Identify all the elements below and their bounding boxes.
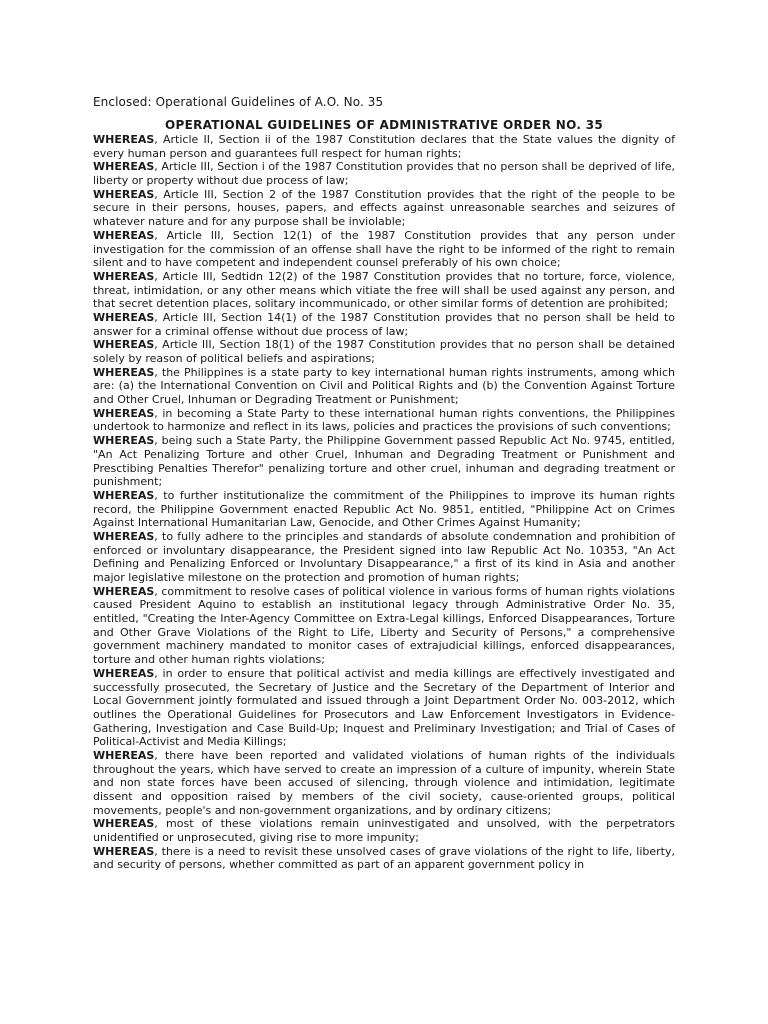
clause-label: WHEREAS (93, 488, 155, 502)
clause-label: WHEREAS (93, 666, 155, 680)
clause-label: WHEREAS (93, 434, 155, 448)
whereas-clause (93, 749, 675, 817)
clause-label: WHEREAS (93, 133, 155, 146)
whereas-clause (93, 407, 675, 434)
clause-text: , to fully adhere to the principles and standards of absolute condemnation and prohibition of enforced or involuntary disappearance, the President signed into law Republic Act No. 10353, "An Act Defining and Penalizing Enforced or Involuntary Disappearance," a first of its kind in Asia and another major legislative milestone on the protection and promotion of human rights; (93, 529, 675, 584)
clause-text: , to further institutionalize the commitment of the Philippines to improve its human rights record, the Philippine Government enacted Republic Act No. 9851, entitled, "Philippine Act on Crimes Against International Humanitarian Law, Genocide, and Other Crimes Against Humanity; (93, 488, 675, 530)
clause-text: , there have been reported and validated violations of human rights of the individuals throughout the years, which have served to create an impression of a culture of impunity, wherein State and non state forces have been accused of silencing, through violence and intimidation, legitimate dissent and opposition raised by members of the civil society, cause-oriented groups, political movements, people's and non-government organizations, and by ordinary citizens; (93, 748, 675, 817)
clause-text: , there is a need to revisit these unsolved cases of grave violations of the right to life, liberty, and security of persons, whether committed as part of an apparent government policy in (93, 844, 675, 872)
whereas-clause (93, 229, 675, 270)
clause-label: WHEREAS (93, 748, 155, 762)
clause-label: WHEREAS (93, 310, 155, 324)
whereas-clause (93, 845, 675, 872)
clause-text: , Article III, Section i of the 1987 Constitution provides that no person shall be deprived of life, liberty or property without due process of law; (93, 160, 675, 188)
clause-text: , commitment to resolve cases of political violence in various forms of human rights violations caused President Aquino to establish an institutional legacy through Administrative Order No. 35, entitled, "Creating the Inter-Agency Committee on Extra-Legal killings, Enforced Disappearances, Torture and Other Grave Violations of the Right to Life, Liberty and Security of Persons," a comprehensive government machinery mandated to monitor cases of extrajudicial killings, enforced disappearances, torture and other human rights violations; (93, 584, 675, 667)
whereas-clause (93, 188, 675, 229)
clause-label: WHEREAS (93, 529, 155, 543)
document-title: OPERATIONAL GUIDELINES OF ADMINISTRATIVE ORDER NO. 35 (165, 118, 603, 132)
whereas-clause (93, 489, 675, 530)
clause-label: WHEREAS (93, 338, 155, 352)
whereas-clause (93, 270, 675, 311)
whereas-clause (93, 160, 675, 187)
clause-label: WHEREAS (93, 228, 155, 242)
clause-text: , Article III, Section 12(1) of the 1987 Constitution provides that any person under investigation for the commission of an offense shall have the right to be informed of the right to remain silent and to have competent and independent counsel preferably of his own choice; (93, 228, 675, 270)
clause-label: WHEREAS (93, 584, 155, 598)
clause-text: , Article III, Section 18(1) of the 1987 Constitution provides that no person shall be detained solely by reason of political beliefs and aspirations; (93, 338, 675, 365)
whereas-clause (93, 338, 675, 365)
whereas-clause (93, 311, 675, 338)
whereas-clause (93, 530, 675, 585)
clause-text: , in order to ensure that political activist and media killings are effectively investigated and successfully prosecuted, the Secretary of Justice and the Secretary of the Department of Interior and Local Government jointly formulated and issued through a Joint Department Order No. 003-2012, which outlines the Operational Guidelines for Prosecutors and Law Enforcement Investigators in Evidence-Gathering, Investigation and Case Build-Up; Inquest and Preliminary Investigation; and Trial of Cases of Political-Activist and Media Killings; (93, 666, 675, 749)
clause-text: , Article III, Section 14(1) of the 1987 Constitution provides that no person shall be held to answer for a criminal offense without due process of law; (93, 310, 675, 338)
whereas-clause (93, 133, 675, 160)
enclosure-note: Enclosed: Operational Guidelines of A.O. No. 35 (93, 95, 384, 109)
clause-label: WHEREAS (93, 187, 155, 201)
clause-label: WHEREAS (93, 269, 155, 283)
clause-label: WHEREAS (93, 406, 155, 420)
clause-text: , in becoming a State Party to these international human rights conventions, the Philippines undertook to harmonize and reflect in its laws, policies and practices the provisions of such conventions; (93, 406, 675, 434)
clause-text: , Article II, Section ii of the 1987 Constitution declares that the State values the dignity of every human person and guarantees full respect for human rights; (93, 133, 675, 160)
clause-label: WHEREAS (93, 817, 155, 831)
document-body (93, 133, 675, 872)
whereas-clause (93, 667, 675, 749)
whereas-clause (93, 434, 675, 489)
whereas-clause (93, 366, 675, 407)
whereas-clause (93, 585, 675, 667)
clause-text: , most of these violations remain uninvestigated and unsolved, with the perpetrators unidentified or unprosecuted, giving rise to more impunity; (93, 817, 675, 845)
clause-text: , the Philippines is a state party to key international human rights instruments, among which are: (a) the International Convention on Civil and Political Rights and (b) the Convention Against Torture and Other Cruel, Inhuman or Degrading Treatment or Punishment; (93, 365, 675, 407)
clause-text: , Article III, Sedtidn 12(2) of the 1987 Constitution provides that no torture, force, violence, threat, intimidation, or any other means which vitiate the free will shall be used against any person, and that secret detention places, solitary incommunicado, or other similar forms of detention are prohibited; (93, 269, 675, 311)
clause-label: WHEREAS (93, 844, 155, 858)
clause-label: WHEREAS (93, 365, 155, 379)
clause-label: WHEREAS (93, 160, 155, 174)
clause-text: , Article III, Section 2 of the 1987 Constitution provides that the right of the people to be secure in their persons, houses, papers, and effects against unreasonable searches and seizures of whatever nature and for any purpose shall be inviolable; (93, 187, 675, 229)
whereas-clause (93, 817, 675, 844)
clause-text: , being such a State Party, the Philippine Government passed Republic Act No. 9745, entitled, "An Act Penalizing Torture and other Cruel, Inhuman and Degrading Treatment or Punishment and Presctibing Penalties Therefor" penalizing torture and other cruel, inhuman and degrading treatment or punishment; (93, 434, 675, 489)
